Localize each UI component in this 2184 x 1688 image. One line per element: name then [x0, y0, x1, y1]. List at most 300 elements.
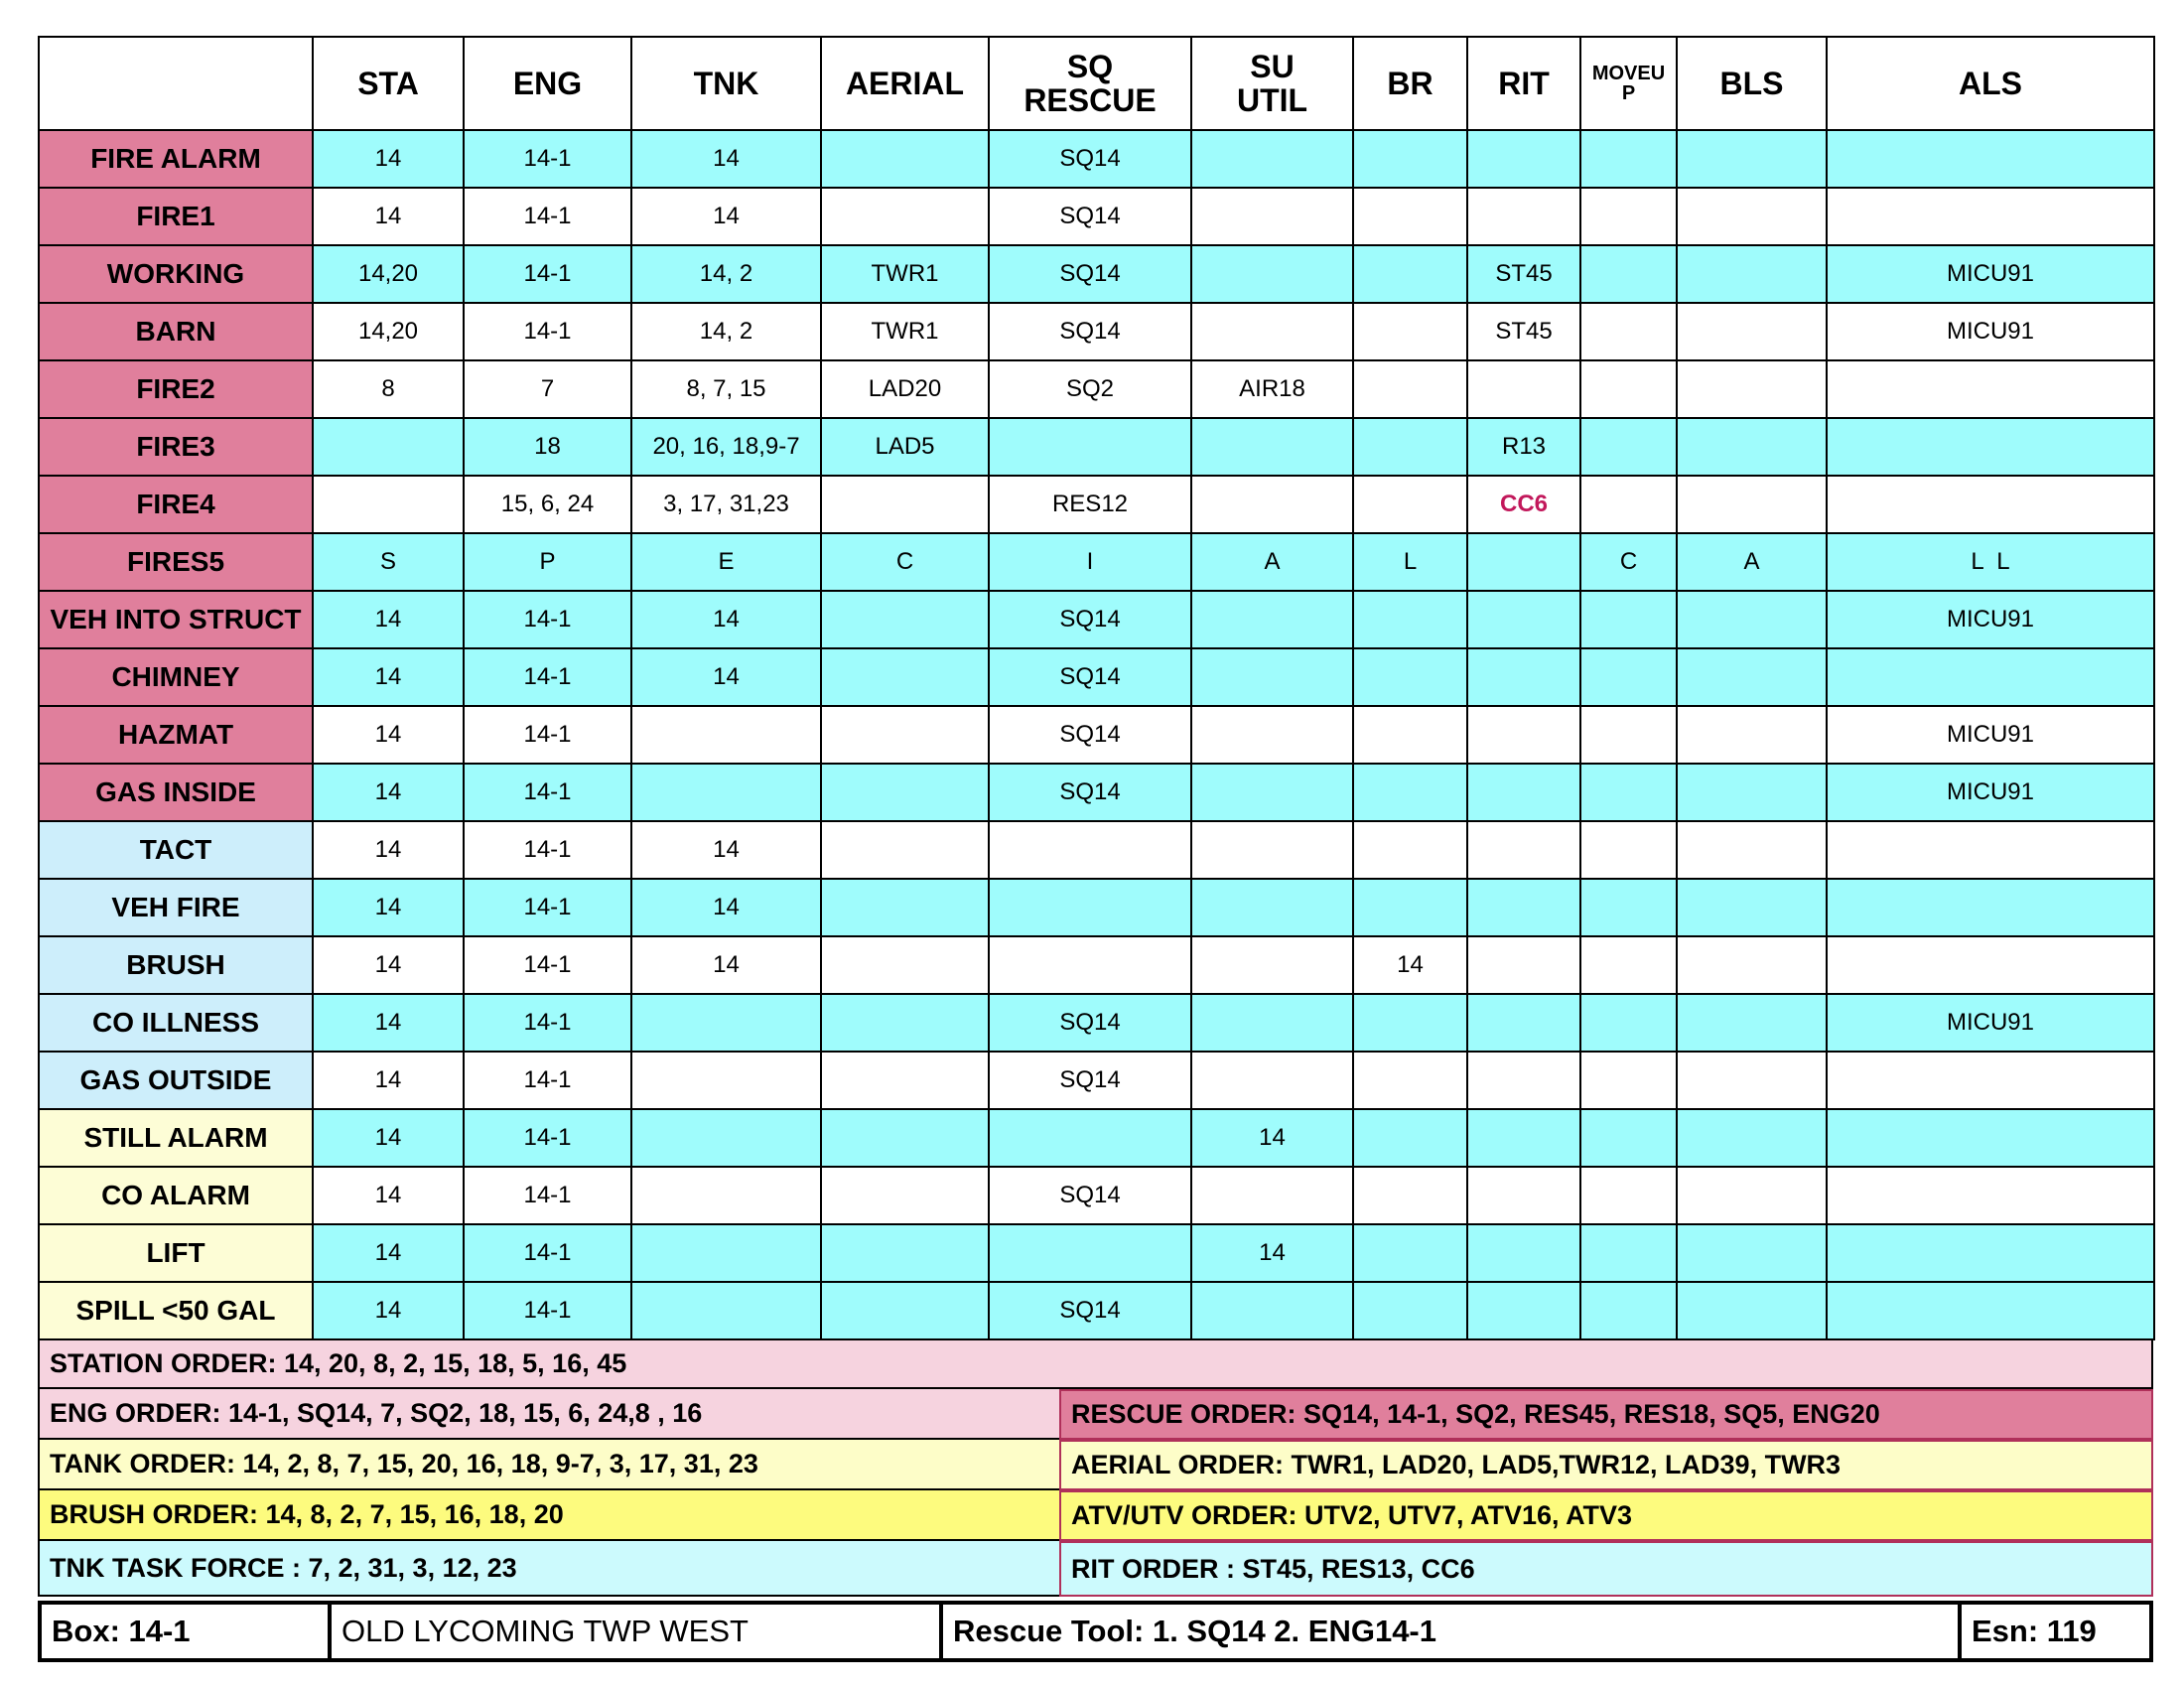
cell-su-util: [1191, 476, 1353, 533]
cell-moveup: [1580, 188, 1677, 245]
cell-bls: A: [1677, 533, 1827, 591]
cell-tnk: 14: [631, 188, 821, 245]
cell-sq-rescue: SQ14: [989, 706, 1191, 764]
cell-eng: 14-1: [464, 1282, 631, 1339]
cell-bls: [1677, 1109, 1827, 1167]
cell-eng: 14-1: [464, 1224, 631, 1282]
cell-aerial: [821, 994, 989, 1052]
cell-tnk: 3, 17, 31,23: [631, 476, 821, 533]
cell-tnk: 20, 16, 18,9-7: [631, 418, 821, 476]
cell-moveup: [1580, 648, 1677, 706]
cell-sta: 14: [313, 130, 464, 188]
row-label: VEH INTO STRUCT: [39, 591, 313, 648]
cell-sta: 14: [313, 764, 464, 821]
header-row: [39, 37, 2154, 130]
cell-su-util: AIR18: [1191, 360, 1353, 418]
cell-sta: 14: [313, 879, 464, 936]
cell-moveup: [1580, 1167, 1677, 1224]
cell-moveup: [1580, 303, 1677, 360]
cell-als: [1827, 1282, 2154, 1339]
cell-br: [1353, 188, 1467, 245]
cell-aerial: [821, 130, 989, 188]
cell-br: [1353, 994, 1467, 1052]
cell-tnk: [631, 764, 821, 821]
cell-tnk: 14: [631, 591, 821, 648]
cell-su-util: [1191, 591, 1353, 648]
cell-rit: R13: [1467, 418, 1580, 476]
table-row: [39, 360, 2154, 418]
rit-order: RIT ORDER : ST45, RES13, CC6: [1059, 1541, 2153, 1597]
cell-br: [1353, 821, 1467, 879]
row-label: CHIMNEY: [39, 648, 313, 706]
table-row: [39, 764, 2154, 821]
cell-tnk: [631, 1052, 821, 1109]
table-row: [39, 1109, 2154, 1167]
station-order: STATION ORDER: 14, 20, 8, 2, 15, 18, 5, 16, 45: [38, 1340, 2153, 1389]
cell-moveup: [1580, 764, 1677, 821]
cell-eng: P: [464, 533, 631, 591]
cell-sq-rescue: SQ14: [989, 1167, 1191, 1224]
cell-aerial: [821, 879, 989, 936]
cell-eng: 14-1: [464, 303, 631, 360]
table-row: [39, 245, 2154, 303]
row-label: LIFT: [39, 1224, 313, 1282]
cell-tnk: E: [631, 533, 821, 591]
cell-tnk: [631, 706, 821, 764]
table-row: [39, 418, 2154, 476]
row-label: GAS INSIDE: [39, 764, 313, 821]
cell-tnk: 14: [631, 879, 821, 936]
cell-su-util: [1191, 1282, 1353, 1339]
cell-moveup: [1580, 706, 1677, 764]
cell-sq-rescue: [989, 821, 1191, 879]
cell-moveup: [1580, 936, 1677, 994]
cell-moveup: [1580, 994, 1677, 1052]
row-label: SPILL <50 GAL: [39, 1282, 313, 1339]
cell-br: [1353, 648, 1467, 706]
cell-sq-rescue: SQ14: [989, 764, 1191, 821]
cell-rit: [1467, 130, 1580, 188]
cell-tnk: 14: [631, 821, 821, 879]
cell-als: MICU91: [1827, 994, 2154, 1052]
cell-tnk: 14, 2: [631, 303, 821, 360]
cell-aerial: LAD20: [821, 360, 989, 418]
cell-sta: 14: [313, 821, 464, 879]
cell-sq-rescue: SQ2: [989, 360, 1191, 418]
cell-br: [1353, 764, 1467, 821]
cell-bls: [1677, 936, 1827, 994]
cell-aerial: [821, 188, 989, 245]
box-number: Box: 14-1: [52, 1614, 191, 1648]
cell-rit: [1467, 648, 1580, 706]
cell-br: L: [1353, 533, 1467, 591]
cell-als: [1827, 1052, 2154, 1109]
response-grid: [38, 36, 2155, 1340]
cell-sta: 14: [313, 1224, 464, 1282]
table-row: [39, 188, 2154, 245]
corner-cell: [39, 37, 313, 130]
cell-tnk: [631, 1109, 821, 1167]
cell-su-util: [1191, 303, 1353, 360]
col-header-su-util: SU UTIL: [1191, 37, 1353, 130]
cell-br: [1353, 303, 1467, 360]
cell-eng: 14-1: [464, 648, 631, 706]
cell-als: MICU91: [1827, 591, 2154, 648]
cell-aerial: [821, 476, 989, 533]
cell-br: [1353, 1109, 1467, 1167]
col-header-sq-rescue: SQ RESCUE: [989, 37, 1191, 130]
box-name: OLD LYCOMING TWP WEST: [328, 1605, 939, 1658]
table-row: [39, 1224, 2154, 1282]
cell-sta: 14: [313, 1167, 464, 1224]
cell-eng: 14-1: [464, 821, 631, 879]
cell-eng: 14-1: [464, 130, 631, 188]
cell-rit: [1467, 994, 1580, 1052]
cell-bls: [1677, 303, 1827, 360]
table-row: [39, 1167, 2154, 1224]
cell-als: MICU91: [1827, 706, 2154, 764]
cell-rit: [1467, 1167, 1580, 1224]
cell-sq-rescue: SQ14: [989, 130, 1191, 188]
cell-aerial: TWR1: [821, 303, 989, 360]
cell-moveup: [1580, 591, 1677, 648]
cell-sq-rescue: SQ14: [989, 303, 1191, 360]
row-label: FIRES5: [39, 533, 313, 591]
cell-aerial: [821, 648, 989, 706]
table-row: [39, 879, 2154, 936]
cell-eng: 14-1: [464, 188, 631, 245]
cell-eng: 18: [464, 418, 631, 476]
cell-bls: [1677, 764, 1827, 821]
cell-aerial: [821, 1167, 989, 1224]
col-header-rit: RIT: [1467, 37, 1580, 130]
cell-bls: [1677, 1167, 1827, 1224]
table-row: [39, 130, 2154, 188]
tnk-task-force: TNK TASK FORCE : 7, 2, 31, 3, 12, 23: [38, 1541, 1059, 1597]
cell-su-util: [1191, 879, 1353, 936]
cell-sta: [313, 418, 464, 476]
cell-sta: [313, 476, 464, 533]
cell-eng: 14-1: [464, 1052, 631, 1109]
cell-bls: [1677, 648, 1827, 706]
cell-su-util: [1191, 648, 1353, 706]
response-sheet: [38, 36, 2153, 1662]
cell-aerial: [821, 1052, 989, 1109]
cell-als: MICU91: [1827, 245, 2154, 303]
cell-rit: [1467, 764, 1580, 821]
cell-eng: 14-1: [464, 1109, 631, 1167]
cell-su-util: [1191, 245, 1353, 303]
cell-rit: [1467, 1052, 1580, 1109]
cell-als: [1827, 1109, 2154, 1167]
row-label: FIRE ALARM: [39, 130, 313, 188]
cell-eng: 14-1: [464, 764, 631, 821]
cell-su-util: [1191, 994, 1353, 1052]
cell-tnk: [631, 1167, 821, 1224]
cell-su-util: 14: [1191, 1109, 1353, 1167]
cell-rit: ST45: [1467, 245, 1580, 303]
rescue-order: RESCUE ORDER: SQ14, 14-1, SQ2, RES45, RES18, SQ5, ENG20: [1059, 1389, 2153, 1440]
cell-su-util: A: [1191, 533, 1353, 591]
cell-sq-rescue: [989, 1109, 1191, 1167]
cell-sta: 14: [313, 994, 464, 1052]
cell-als: [1827, 188, 2154, 245]
cell-bls: [1677, 1224, 1827, 1282]
col-header-moveup: MOVEU P: [1580, 37, 1677, 130]
cell-tnk: 8, 7, 15: [631, 360, 821, 418]
cell-eng: 14-1: [464, 706, 631, 764]
table-row: [39, 936, 2154, 994]
cell-eng: 7: [464, 360, 631, 418]
cell-rit: CC6: [1467, 476, 1580, 533]
cell-als: [1827, 418, 2154, 476]
cell-als: MICU91: [1827, 303, 2154, 360]
table-row: [39, 591, 2154, 648]
row-label: WORKING: [39, 245, 313, 303]
cell-aerial: [821, 1109, 989, 1167]
cell-aerial: [821, 821, 989, 879]
cell-als: L L: [1827, 533, 2154, 591]
col-header-bls: BLS: [1677, 37, 1827, 130]
table-row: [39, 1052, 2154, 1109]
cell-als: [1827, 360, 2154, 418]
cell-sta: 14: [313, 591, 464, 648]
cell-sta: 14: [313, 1109, 464, 1167]
table-row: [39, 1282, 2154, 1339]
col-header-aerial: AERIAL: [821, 37, 989, 130]
cell-sta: S: [313, 533, 464, 591]
cell-aerial: [821, 591, 989, 648]
row-label: FIRE2: [39, 360, 313, 418]
cell-moveup: [1580, 130, 1677, 188]
cell-br: [1353, 1167, 1467, 1224]
cell-rit: [1467, 706, 1580, 764]
cell-als: [1827, 1224, 2154, 1282]
aerial-order: AERIAL ORDER: TWR1, LAD20, LAD5,TWR12, LAD39, TWR3: [1059, 1440, 2153, 1490]
cell-sq-rescue: SQ14: [989, 245, 1191, 303]
row-label: FIRE1: [39, 188, 313, 245]
cell-eng: 14-1: [464, 591, 631, 648]
col-header-sta: STA: [313, 37, 464, 130]
cell-br: [1353, 1282, 1467, 1339]
cell-eng: 14-1: [464, 1167, 631, 1224]
cell-sta: 14,20: [313, 245, 464, 303]
cell-eng: 14-1: [464, 936, 631, 994]
cell-als: [1827, 936, 2154, 994]
cell-aerial: [821, 1282, 989, 1339]
cell-sq-rescue: [989, 1224, 1191, 1282]
cell-su-util: [1191, 130, 1353, 188]
cell-br: [1353, 245, 1467, 303]
cell-bls: [1677, 188, 1827, 245]
cell-moveup: [1580, 879, 1677, 936]
cell-br: [1353, 1224, 1467, 1282]
cell-br: [1353, 360, 1467, 418]
col-header-tnk: TNK: [631, 37, 821, 130]
cell-rit: [1467, 936, 1580, 994]
cell-rit: [1467, 360, 1580, 418]
cell-sta: 14: [313, 188, 464, 245]
table-row: [39, 476, 2154, 533]
cell-sq-rescue: SQ14: [989, 994, 1191, 1052]
cell-moveup: [1580, 245, 1677, 303]
row-label: STILL ALARM: [39, 1109, 313, 1167]
cell-rit: [1467, 591, 1580, 648]
cell-bls: [1677, 706, 1827, 764]
cell-aerial: [821, 936, 989, 994]
cell-sq-rescue: [989, 418, 1191, 476]
col-header-als: ALS: [1827, 37, 2154, 130]
cell-br: [1353, 476, 1467, 533]
cell-su-util: [1191, 1167, 1353, 1224]
row-label: CO ALARM: [39, 1167, 313, 1224]
cell-br: [1353, 591, 1467, 648]
cell-sq-rescue: SQ14: [989, 1052, 1191, 1109]
cell-als: [1827, 879, 2154, 936]
table-row: [39, 533, 2154, 591]
cell-tnk: 14: [631, 648, 821, 706]
brush-order: BRUSH ORDER: 14, 8, 2, 7, 15, 16, 18, 20: [38, 1490, 1059, 1541]
cell-eng: 14-1: [464, 994, 631, 1052]
cell-br: [1353, 418, 1467, 476]
cell-sq-rescue: SQ14: [989, 591, 1191, 648]
table-row: [39, 303, 2154, 360]
cell-rit: [1467, 1109, 1580, 1167]
table-row: [39, 706, 2154, 764]
cell-eng: 14-1: [464, 879, 631, 936]
eng-order: ENG ORDER: 14-1, SQ14, 7, SQ2, 18, 15, 6, 24,8 , 16: [38, 1389, 1059, 1440]
cell-sta: 14: [313, 1282, 464, 1339]
cell-bls: [1677, 1282, 1827, 1339]
atv-utv-order: ATV/UTV ORDER: UTV2, UTV7, ATV16, ATV3: [1059, 1490, 2153, 1541]
cell-tnk: 14, 2: [631, 245, 821, 303]
cell-moveup: [1580, 418, 1677, 476]
cell-rit: [1467, 188, 1580, 245]
row-label: FIRE4: [39, 476, 313, 533]
cell-als: [1827, 1167, 2154, 1224]
cell-als: [1827, 130, 2154, 188]
tank-order: TANK ORDER: 14, 2, 8, 7, 15, 20, 16, 18, 9-7, 3, 17, 31, 23: [38, 1440, 1059, 1490]
cell-sta: 14,20: [313, 303, 464, 360]
cell-bls: [1677, 821, 1827, 879]
cell-br: [1353, 706, 1467, 764]
cell-aerial: [821, 1224, 989, 1282]
cell-eng: 14-1: [464, 245, 631, 303]
footer-bar: [38, 1601, 2153, 1662]
cell-br: [1353, 879, 1467, 936]
table-row: [39, 648, 2154, 706]
cell-sq-rescue: RES12: [989, 476, 1191, 533]
col-header-br: BR: [1353, 37, 1467, 130]
cell-moveup: [1580, 821, 1677, 879]
cell-eng: 15, 6, 24: [464, 476, 631, 533]
cell-su-util: 14: [1191, 1224, 1353, 1282]
cell-sta: 8: [313, 360, 464, 418]
cell-tnk: 14: [631, 130, 821, 188]
cell-rit: [1467, 533, 1580, 591]
rescue-tool: Rescue Tool: 1. SQ14 2. ENG14-1: [939, 1605, 1958, 1658]
row-label: FIRE3: [39, 418, 313, 476]
cell-tnk: [631, 1282, 821, 1339]
cell-br: 14: [1353, 936, 1467, 994]
cell-moveup: [1580, 1109, 1677, 1167]
cell-su-util: [1191, 706, 1353, 764]
cell-br: [1353, 1052, 1467, 1109]
cell-sta: 14: [313, 648, 464, 706]
row-label: TACT: [39, 821, 313, 879]
cell-sta: 14: [313, 706, 464, 764]
cell-als: [1827, 476, 2154, 533]
cell-aerial: [821, 706, 989, 764]
table-row: [39, 821, 2154, 879]
row-label: BRUSH: [39, 936, 313, 994]
cell-als: [1827, 821, 2154, 879]
row-label: GAS OUTSIDE: [39, 1052, 313, 1109]
cell-sq-rescue: [989, 879, 1191, 936]
esn-number: Esn: 119: [1958, 1605, 2149, 1658]
cell-aerial: C: [821, 533, 989, 591]
cell-su-util: [1191, 188, 1353, 245]
cell-moveup: C: [1580, 533, 1677, 591]
cell-moveup: [1580, 1282, 1677, 1339]
cell-tnk: 14: [631, 936, 821, 994]
cell-moveup: [1580, 360, 1677, 418]
row-label: HAZMAT: [39, 706, 313, 764]
cell-sq-rescue: [989, 936, 1191, 994]
cell-sq-rescue: SQ14: [989, 1282, 1191, 1339]
cell-rit: [1467, 1224, 1580, 1282]
cell-su-util: [1191, 1052, 1353, 1109]
cell-su-util: [1191, 936, 1353, 994]
row-label: CO ILLNESS: [39, 994, 313, 1052]
row-label: VEH FIRE: [39, 879, 313, 936]
cell-sq-rescue: SQ14: [989, 648, 1191, 706]
cell-su-util: [1191, 821, 1353, 879]
cell-tnk: [631, 994, 821, 1052]
cell-bls: [1677, 476, 1827, 533]
cell-bls: [1677, 245, 1827, 303]
cell-sq-rescue: SQ14: [989, 188, 1191, 245]
cell-sta: 14: [313, 1052, 464, 1109]
cell-su-util: [1191, 418, 1353, 476]
col-header-eng: ENG: [464, 37, 631, 130]
cell-rit: ST45: [1467, 303, 1580, 360]
cell-moveup: [1580, 1052, 1677, 1109]
cell-tnk: [631, 1224, 821, 1282]
cell-als: [1827, 648, 2154, 706]
cell-su-util: [1191, 764, 1353, 821]
cell-moveup: [1580, 1224, 1677, 1282]
cell-aerial: TWR1: [821, 245, 989, 303]
row-label: BARN: [39, 303, 313, 360]
cell-als: MICU91: [1827, 764, 2154, 821]
cell-rit: [1467, 821, 1580, 879]
orders-section: [38, 1340, 2153, 1597]
cell-rit: [1467, 879, 1580, 936]
cell-bls: [1677, 591, 1827, 648]
cell-bls: [1677, 1052, 1827, 1109]
table-row: [39, 994, 2154, 1052]
cell-bls: [1677, 994, 1827, 1052]
cell-br: [1353, 130, 1467, 188]
cell-rit: [1467, 1282, 1580, 1339]
cell-aerial: [821, 764, 989, 821]
cell-bls: [1677, 418, 1827, 476]
cell-sta: 14: [313, 936, 464, 994]
cell-bls: [1677, 130, 1827, 188]
cell-moveup: [1580, 476, 1677, 533]
cell-bls: [1677, 879, 1827, 936]
